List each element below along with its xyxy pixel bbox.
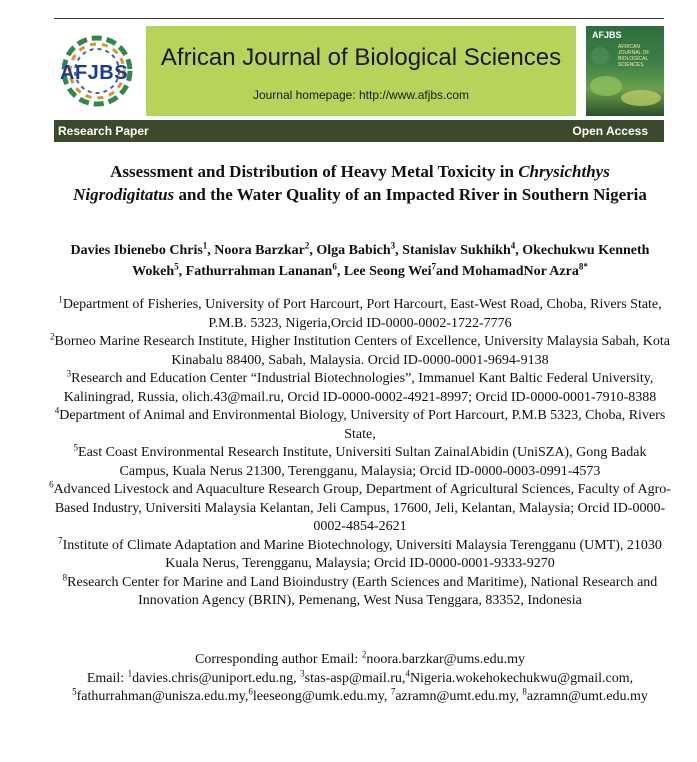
affiliation-text: Borneo Marine Research Institute, Higher Institution Centers of Excellence, University Malaysia Sabah, Kota Kinabalu 88400, Sabah, Malaysia. Orcid ID-0000-0001-9694-9138	[54, 334, 670, 368]
email-address[interactable]: davies.chris@uniport.edu.ng	[132, 670, 294, 686]
affiliation-number: 5	[73, 442, 79, 453]
article-title	[60, 160, 660, 206]
author-mark: 1	[202, 240, 208, 251]
author-name: Lee Seong Wei	[343, 264, 432, 279]
journal-logo	[54, 26, 146, 116]
affiliation-text: Research Center for Marine and Land Bioindustry (Earth Sciences and Maritime), National Research and Innovation Agency (BRIN), Pemenang, West Nusa Tenggara, 83352, Indonesia	[67, 574, 658, 608]
affiliation-text: Research and Education Center “Industrial Biotechnologies”, Immanuel Kant Baltic Federal University, Kaliningrad, Russia, olich.43@mail.ru, Orcid ID-0000-0002-4921-8997; Orcid ID-0000-0001-7910-8388	[63, 371, 657, 405]
email-number: 4	[405, 667, 410, 678]
email-number: 3	[300, 667, 305, 678]
affiliation-list	[48, 296, 672, 611]
corresponding-prefix: Corresponding author Email:	[195, 652, 362, 667]
journal-homepage-link[interactable]: Journal homepage: http://www.afjbs.com	[252, 88, 470, 102]
title-part-2: and the Water Quality of an Impacted River in Southern Nigeria	[174, 185, 647, 204]
email-number: 7	[390, 686, 396, 697]
author-separator: and	[435, 264, 463, 279]
author-mark: 7	[431, 261, 436, 272]
affiliation-item	[48, 296, 672, 333]
author-name: Olga Babich	[316, 243, 391, 258]
author-separator: ,	[395, 243, 403, 258]
email-address[interactable]: fathurrahman@unisza.edu.my	[76, 689, 245, 704]
journal-banner	[54, 26, 664, 116]
email-separator: ,	[383, 689, 391, 704]
affiliation-text: Institute of Climate Adaptation and Marine Biotechnology, Universiti Malaysia Terengganu (UMT), 21030 Kuala Nerus, Terengganu, Malaysia; Orcid ID-0000-0001-9333-9270	[62, 537, 662, 571]
email-address[interactable]: stas-asp@mail.ru	[304, 670, 402, 686]
affiliation-item	[48, 333, 672, 370]
corresponding-author-line	[60, 651, 660, 670]
author-mark: 5	[174, 261, 179, 272]
affiliation-item	[48, 407, 672, 444]
affiliation-text: Department of Animal and Environmental Biology, University of Port Harcourt, P.M.B 5323, Choba, Rivers State,	[59, 408, 666, 442]
author-mark: 8*	[578, 261, 588, 272]
corresponding-email[interactable]: noora.barzkar@ums.edu.my	[366, 652, 525, 667]
author-separator: ,	[178, 264, 186, 279]
journal-title: African Journal of Biological Sciences	[160, 44, 562, 71]
email-number: 6	[248, 686, 253, 697]
affiliation-item	[48, 534, 672, 574]
author-name: Okechukwu Kenneth Wokeh	[132, 243, 650, 279]
author-name: Stanislav Sukhikh	[402, 243, 511, 258]
author-mark: 6	[332, 261, 337, 272]
email-prefix: Email:	[86, 670, 128, 686]
cover-subtitle: AFRICAN JOURNAL OF BIOLOGICAL SCIENCES	[618, 44, 650, 68]
email-separator: ,	[515, 689, 523, 704]
author-name: Davies Ibienebo Chris	[70, 243, 203, 258]
affiliation-number: 3	[66, 368, 72, 379]
email-number: 8	[522, 686, 527, 697]
affiliation-item	[48, 444, 672, 481]
affiliation-item	[48, 571, 672, 611]
contact-block	[60, 651, 660, 707]
affiliation-number: 8	[62, 571, 68, 582]
title-part-1: Assessment and Distribution of Heavy Metal Toxicity in	[110, 162, 519, 181]
email-address[interactable]: Nigeria.wokehokechukwu@gmail.com	[409, 670, 630, 686]
email-address[interactable]: azramn@umt.edu.my	[395, 689, 516, 704]
top-rule	[54, 18, 664, 19]
author-separator: ,	[336, 264, 344, 279]
email-address[interactable]: azramn@umt.edu.my	[526, 689, 648, 704]
author-name: MohamadNor Azra	[462, 264, 579, 279]
affiliation-number: 7	[58, 534, 63, 545]
corresponding-mark: 2	[361, 649, 367, 660]
author-separator: ,	[309, 243, 317, 258]
cover-art-icon	[586, 26, 664, 116]
email-separator: ,	[244, 689, 249, 704]
article-type-bar	[54, 120, 664, 142]
author-separator: ,	[207, 243, 215, 258]
email-separator: ,	[401, 670, 406, 686]
affiliation-number: 1	[58, 294, 63, 305]
author-list	[60, 240, 660, 282]
affiliation-text: Department of Fisheries, University of Port Harcourt, Port Harcourt, East-West Road, Choba, Rivers State, P.M.B. 5323, Nigeria,Orcid ID-0000-0002-1722-7776	[62, 297, 662, 331]
journal-cover-image	[586, 26, 664, 116]
title-species: Chrysichthys Nigrodigitatus	[73, 162, 610, 204]
affiliation-item	[48, 370, 672, 407]
email-separator: ,	[629, 670, 634, 686]
journal-title-box	[146, 26, 576, 116]
affiliation-text: Advanced Livestock and Aquaculture Research Group, Department of Agricultural Sciences, Faculty of Agro-Based Industry, Universiti Malaysia Kelantan, Jeli Campus, 17600, Jeli, Kelantan, Malaysia; Orcid ID-0000-0002-4854-2621	[53, 482, 671, 534]
affiliation-item	[48, 481, 672, 537]
author-mark: 4	[510, 240, 516, 251]
email-separator: ,	[293, 670, 301, 686]
author-name: Noora Barzkar	[214, 243, 305, 258]
research-paper-label: Research Paper	[58, 124, 149, 138]
email-number: 1	[127, 667, 133, 678]
author-name: Fathurrahman Lananan	[185, 264, 333, 279]
open-access-label: Open Access	[572, 124, 648, 138]
affiliation-number: 6	[49, 479, 54, 490]
email-list	[60, 667, 660, 707]
logo-text: AFJBS	[60, 62, 129, 84]
author-mark: 3	[390, 240, 396, 251]
email-address[interactable]: leeseong@umk.edu.my	[252, 689, 384, 704]
author-mark: 2	[304, 240, 310, 251]
cover-label: AFJBS	[592, 30, 622, 40]
email-number: 5	[72, 686, 77, 697]
affiliation-number: 4	[54, 405, 60, 416]
affiliation-text: East Coast Environmental Research Institute, Universiti Sultan ZainalAbidin (UniSZA), Gong Badak Campus, Kuala Nerus 21300, Terengganu, Malaysia; Orcid ID-0000-0003-0991-4573	[78, 445, 647, 479]
author-separator: ,	[515, 243, 523, 258]
affiliation-number: 2	[50, 331, 55, 342]
